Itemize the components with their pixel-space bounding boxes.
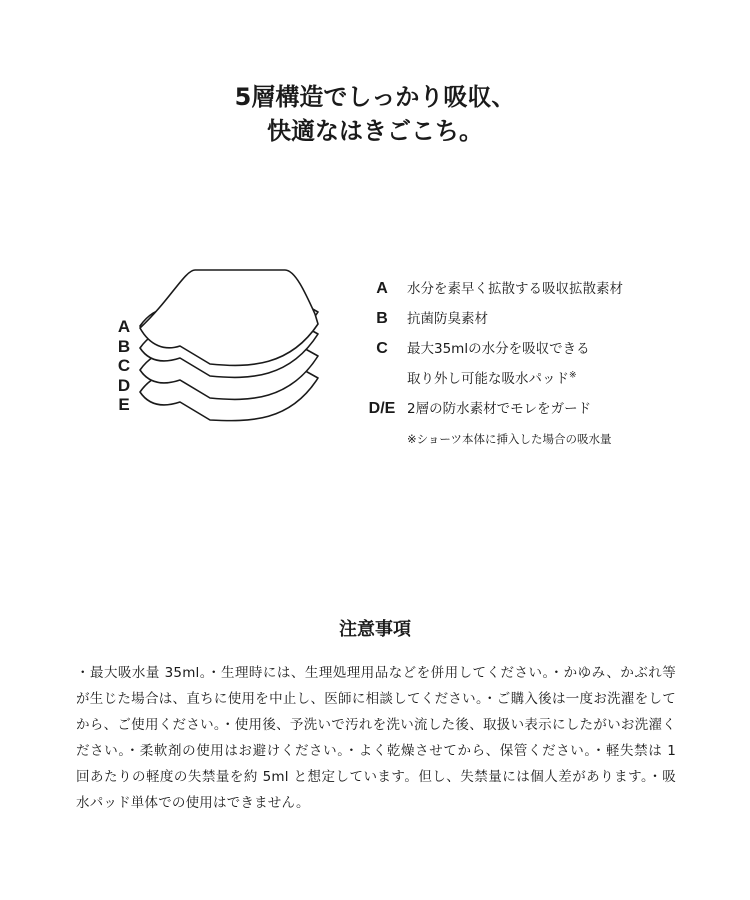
legend-text-wrapper xyxy=(407,364,577,394)
headline-line-1: 5層構造でしっかり吸収、 xyxy=(234,83,516,111)
legend-footnote-text: ※ショーツ本体に挿入した場合の吸水量 xyxy=(407,432,612,446)
legend-text: 最大35mlの水分を吸収できる xyxy=(407,341,590,357)
layer-label-c: C xyxy=(117,356,131,375)
legend-letter: C xyxy=(376,340,388,357)
layer-diagram xyxy=(110,262,335,452)
caution-title: 注意事項 xyxy=(339,619,411,640)
layer-labels xyxy=(114,317,134,415)
layer-label-e: E xyxy=(118,395,130,414)
legend-letter: D/E xyxy=(368,400,396,417)
legend-text: 抗菌防臭素材 xyxy=(407,311,488,327)
footnote-mark: ※ xyxy=(569,370,577,381)
legend-letter: B xyxy=(376,310,388,327)
legend-text: 2層の防水素材でモレをガード xyxy=(407,401,592,417)
caution-body: ・最大吸水量 35ml。・生理時には、生理処理用品などを併用してください。・かゆみ、かぶれ等が生じた場合は、直ちに使用を中止し、医師に相談してください。・ご購入後は一度お洗濯をしてから、ご使用ください。・使用後、予洗いで汚れを洗い流した後、取扱い表示にしたがいお洗濯ください。・柔軟剤の使用はお避けください。・よく乾燥させてから、保管ください。・軽失禁は 1 回あたりの軽度の失禁量を約 5ml と想定しています。但し、失禁量には個人差があります。・吸水パッド単体での使用はできません。 xyxy=(76,665,676,811)
headline-line-2: 快適なはきごこち。 xyxy=(267,117,483,145)
legend-text: 水分を素早く拡散する吸収拡散素材 xyxy=(407,281,623,297)
headline xyxy=(0,80,750,148)
layer-label-a: A xyxy=(117,317,131,336)
layer-label-d: D xyxy=(117,375,131,395)
layer-label-b: B xyxy=(117,336,131,356)
legend-letter: A xyxy=(376,280,388,297)
legend-text: 取り外し可能な吸水パッド xyxy=(407,371,569,387)
